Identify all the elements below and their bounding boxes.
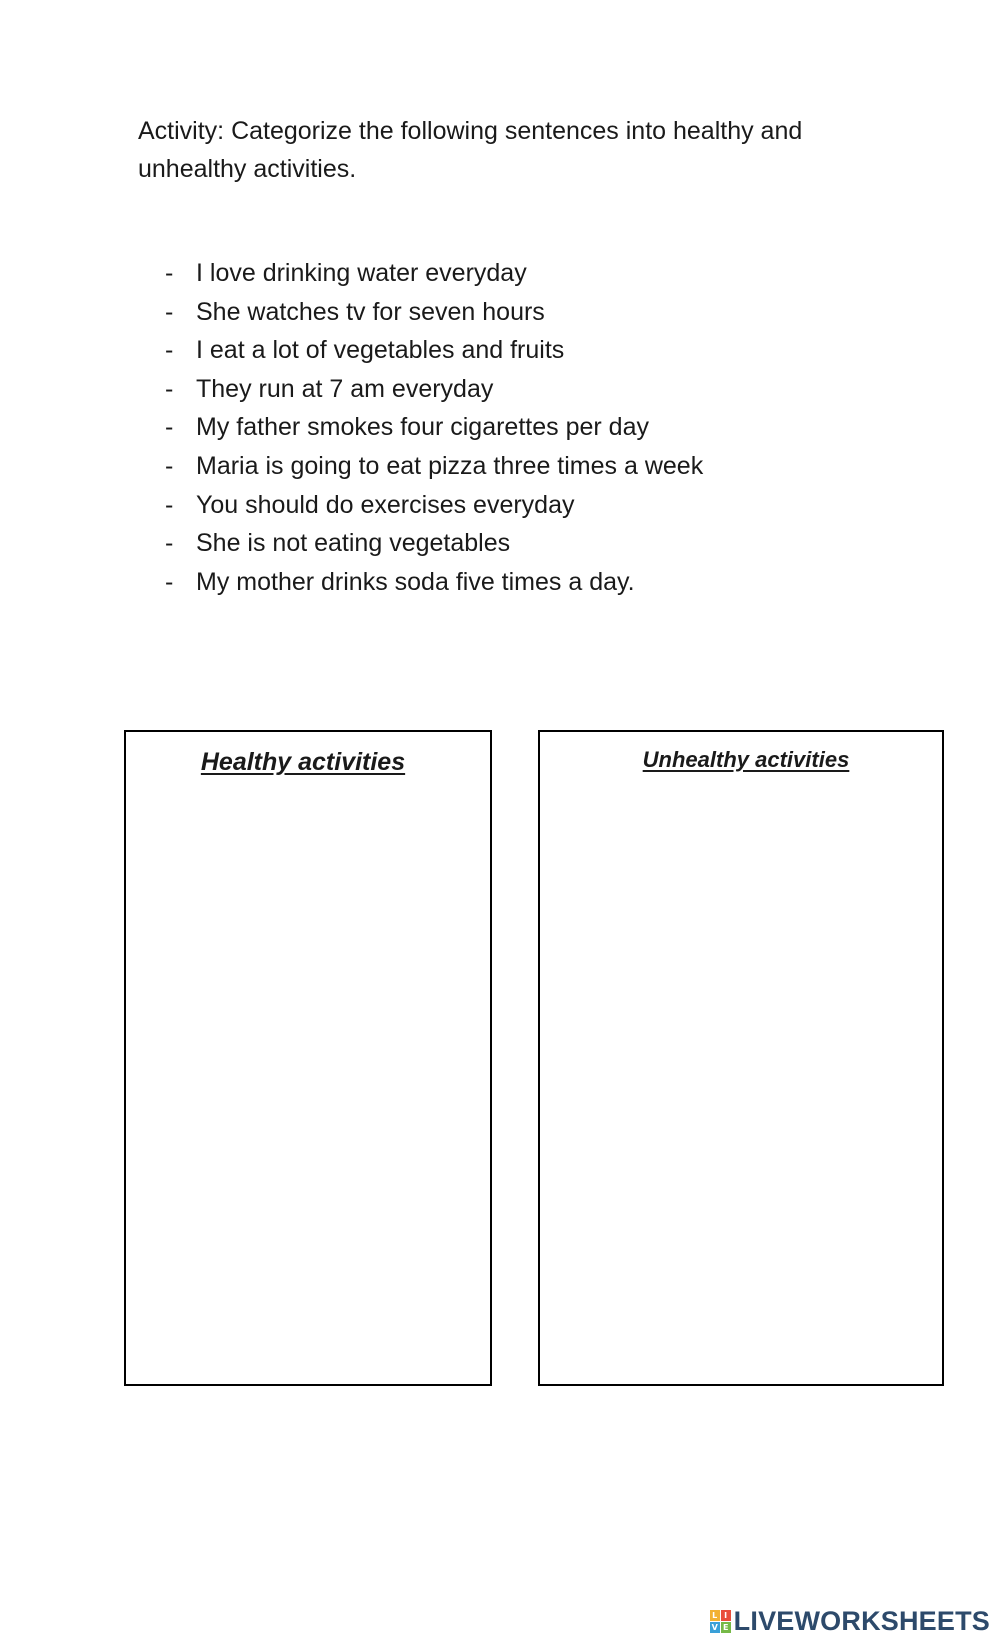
list-item[interactable] (165, 486, 703, 525)
liveworksheets-logo-icon (710, 1610, 731, 1633)
sentence-text: You should do exercises everyday (196, 490, 575, 519)
list-item[interactable] (165, 254, 703, 293)
logo-mark-tile: L (710, 1610, 720, 1621)
list-dash: - (165, 490, 174, 519)
list-dash: - (165, 297, 174, 326)
sentence-text: Maria is going to eat pizza three times a week (196, 451, 704, 480)
list-item[interactable] (165, 447, 703, 486)
unhealthy-activities-box[interactable] (538, 730, 944, 1386)
logo-mark-tile: E (721, 1622, 731, 1633)
list-dash: - (165, 413, 174, 442)
list-dash: - (165, 451, 174, 480)
sentence-text: My mother drinks soda five times a day. (196, 567, 635, 596)
list-dash: - (165, 529, 174, 558)
list-dash: - (165, 374, 174, 403)
list-dash: - (165, 336, 174, 365)
list-item[interactable] (165, 563, 703, 602)
sentence-list (165, 254, 703, 601)
sentence-text: She watches tv for seven hours (196, 297, 545, 326)
list-item[interactable] (165, 408, 703, 447)
list-dash: - (165, 259, 174, 287)
liveworksheets-logo (710, 1606, 990, 1637)
list-item[interactable] (165, 331, 703, 370)
unhealthy-drop-area[interactable] (540, 773, 942, 1333)
logo-text: LIVEWORKSHEETS (733, 1606, 990, 1636)
logo-mark-tile: V (711, 1623, 718, 1632)
sentence-text: My father smokes four cigarettes per day (196, 413, 649, 442)
sentence-text: I eat a lot of vegetables and fruits (196, 336, 565, 365)
sentence-text: She is not eating vegetables (196, 529, 511, 558)
unhealthy-activities-title: Unhealthy activities (642, 747, 850, 772)
activity-instructions: Activity: Categorize the following sentences into healthy and unhealthy activities. (138, 117, 803, 183)
list-item[interactable] (165, 524, 703, 563)
healthy-drop-area[interactable] (126, 777, 490, 1337)
sentence-text: They run at 7 am everyday (196, 374, 494, 403)
list-item[interactable] (165, 293, 703, 332)
healthy-activities-title: Healthy activities (200, 748, 406, 776)
logo-mark-tile: I (721, 1610, 731, 1621)
list-dash: - (165, 567, 174, 596)
healthy-activities-box[interactable] (124, 730, 492, 1386)
sentence-text: I love drinking water everyday (196, 259, 527, 287)
list-item[interactable] (165, 370, 703, 409)
